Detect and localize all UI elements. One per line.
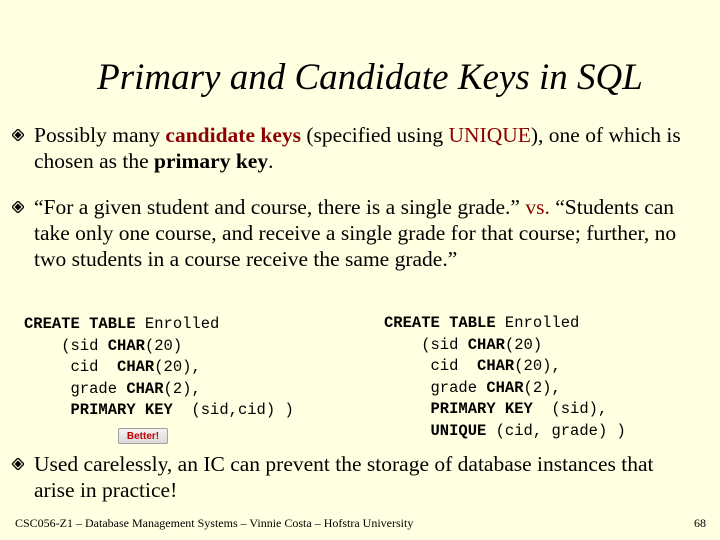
code-left-text: (20) <box>144 336 183 355</box>
bullet1-text-3: ), one of which is chosen as the <box>34 123 681 173</box>
code-right-keyword: CHAR <box>467 335 505 354</box>
bullet2-vs: vs. <box>525 195 550 219</box>
code-left-keyword: CHAR <box>126 379 164 398</box>
bullet1-text-1: Possibly many <box>34 123 166 147</box>
slide-footer: CSC056-Z1 – Database Management Systems – Vinnie Costa – Hofstra University <box>15 516 414 530</box>
code-right-text: Enrolled <box>495 314 580 332</box>
bullet1-primary-key: primary key <box>154 149 269 173</box>
code-right-keyword: CHAR <box>486 378 524 397</box>
bullet1-candidate-keys: candidate keys <box>165 123 301 147</box>
bullet3-text: Used carelessly, an IC can prevent the storage of database instances that arise in practice! <box>34 452 654 502</box>
code-right-text: (sid), <box>532 400 608 419</box>
bullet1-text-4: . <box>268 149 274 173</box>
diamond-bullet-icon <box>12 458 24 470</box>
code-right-text: (cid, grade) ) <box>486 421 626 440</box>
code-left-text: (sid <box>24 336 108 355</box>
code-left-text: (2), <box>163 379 201 398</box>
better-badge: Better! <box>118 428 168 444</box>
code-left-keyword: PRIMARY KEY <box>24 401 173 420</box>
code-left-text: cid <box>24 358 118 377</box>
page-number: 68 <box>694 516 706 530</box>
code-left-keyword: CHAR <box>117 358 155 377</box>
code-left-text: Enrolled <box>135 315 220 333</box>
code-block-left <box>24 314 294 422</box>
code-right-text: grade <box>384 378 487 397</box>
code-left-text: grade <box>24 379 127 398</box>
code-right-keyword: PRIMARY KEY <box>384 400 533 419</box>
slide-title: Primary and Candidate Keys in SQL <box>97 57 643 98</box>
diamond-bullet-icon <box>12 201 24 213</box>
code-right-keyword: UNIQUE <box>384 421 487 440</box>
code-block-right <box>384 313 626 443</box>
code-right-text: (2), <box>523 378 561 397</box>
code-right-text: (sid <box>384 335 468 354</box>
code-right-keyword: CREATE TABLE <box>384 314 496 332</box>
bullet1-unique: UNIQUE <box>448 123 531 147</box>
code-right-text: (20), <box>514 357 561 376</box>
code-left-text: (sid,cid) ) <box>172 401 294 420</box>
code-left-keyword: CHAR <box>107 336 145 355</box>
code-left-text: (20), <box>154 358 201 377</box>
code-right-keyword: CHAR <box>477 357 515 376</box>
bullet2-text-2: “Students can take only one course, and receive a single grade for that course; further, no two students in a course receive the same grade.” <box>34 195 677 271</box>
code-right-text: cid <box>384 357 478 376</box>
diamond-bullet-icon <box>12 129 24 141</box>
bullet2-text-1: “For a given student and course, there is a single grade.” <box>34 195 526 219</box>
code-left-keyword: CREATE TABLE <box>24 315 136 333</box>
bullet1-text-2: (specified using <box>301 123 449 147</box>
code-right-text: (20) <box>504 335 543 354</box>
